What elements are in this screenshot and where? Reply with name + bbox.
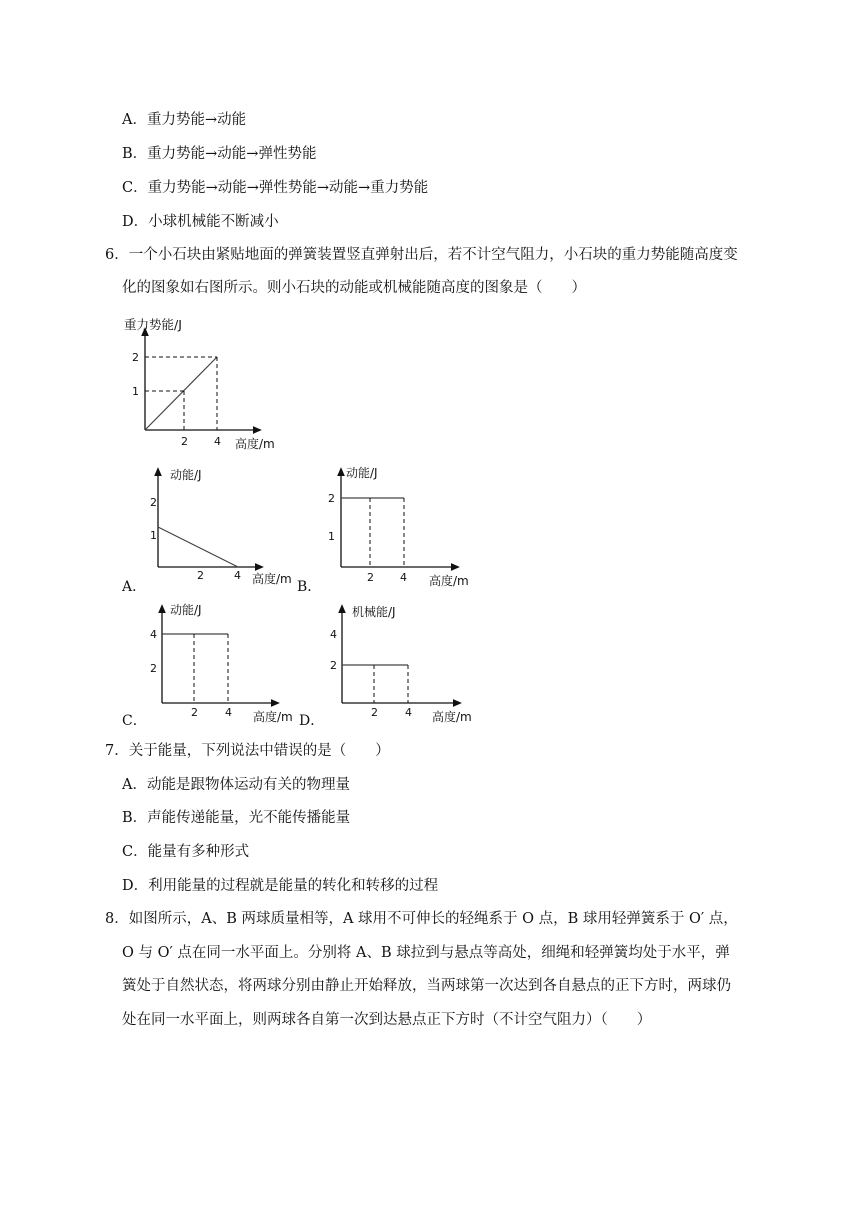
q5-option-c: C．重力势能→动能→弹性势能→动能→重力势能 [122,180,429,196]
q7-option-b: B．声能传递能量，光不能传播能量 [122,810,351,826]
q7-option-a: A．动能是跟物体运动有关的物理量 [122,777,350,793]
q7-option-c: C．能量有多种形式 [122,844,250,860]
q6-graph-d [318,600,498,730]
svg-text:4: 4 [234,569,241,582]
svg-text:2: 2 [371,706,378,719]
svg-text:动能/J: 动能/J [170,603,202,617]
svg-text:动能/J: 动能/J [170,468,202,482]
q6-stem-line1: 6．一个小石块由紧贴地面的弹簧装置竖直弹射出后，若不计空气阻力，小石块的重力势能随高度变 [105,247,738,263]
svg-text:高度/m: 高度/m [252,572,292,586]
q8-stem-line4: 处在同一水平面上，则两球各自第一次到达悬点正下方时（不计空气阻力）（ ） [122,1012,652,1028]
svg-text:高度/m: 高度/m [429,574,469,588]
svg-text:4: 4 [400,571,407,584]
svg-text:高度/m: 高度/m [253,710,293,724]
q5-option-a: A．重力势能→动能 [122,112,247,128]
q6-stem-line2: 化的图象如右图所示。则小石块的动能或机械能随高度的图象是（ ） [122,280,586,296]
y-axis-label: 重力势能/J [124,317,182,332]
option-c-letter: C． [122,713,147,729]
graph-a-line [158,527,238,567]
q5-option-b: B．重力势能→动能→弹性势能 [122,146,317,162]
svg-text:4: 4 [405,706,412,719]
option-b-letter: B． [297,579,322,595]
q7-stem: 7．关于能量，下列说法中错误的是（ ） [105,743,390,759]
svg-text:4: 4 [330,628,337,641]
energy-line [145,357,217,430]
svg-text:机械能/J: 机械能/J [352,605,396,619]
q8-stem-line3: 簧处于自然状态，将两球分别由静止开始释放，当两球第一次达到各自悬点的正下方时，两球仍 [122,978,731,994]
q7-option-d: D．利用能量的过程就是能量的转化和转移的过程 [122,878,439,894]
y-tick-label: 1 [132,385,139,398]
svg-text:2: 2 [328,492,335,505]
svg-text:4: 4 [225,706,232,719]
q6-graph-b [316,463,486,593]
y-tick-label: 2 [132,351,139,364]
x-tick-label: 2 [181,435,188,448]
q6-graph-c [140,600,310,730]
q5-option-d: D．小球机械能不断减小 [122,214,279,230]
svg-text:2: 2 [197,569,204,582]
svg-text:2: 2 [191,706,198,719]
q6-main-graph [118,315,288,455]
q8-stem-line1: 8．如图所示，A、B 两球质量相等，A 球用不可伸长的轻绳系于 O 点，B 球用轻弹簧系于 O′ 点， [105,911,738,927]
x-tick-label: 4 [214,435,221,448]
option-d-letter: D． [299,713,325,729]
svg-text:2: 2 [367,571,374,584]
svg-text:2: 2 [150,662,157,675]
svg-text:2: 2 [330,659,337,672]
svg-text:高度/m: 高度/m [432,710,472,724]
svg-text:2: 2 [150,496,157,509]
q6-graph-a [140,463,310,593]
svg-text:1: 1 [328,530,335,543]
x-axis-label: 高度/m [235,437,275,451]
svg-text:1: 1 [150,529,157,542]
svg-text:动能/J: 动能/J [346,466,378,480]
svg-text:4: 4 [150,628,157,641]
q8-stem-line2: O 与 O′ 点在同一水平面上。分别将 A、B 球拉到与悬点等高处，细绳和轻弹簧均处于水平，弹 [122,945,730,961]
option-a-letter: A． [122,579,147,595]
